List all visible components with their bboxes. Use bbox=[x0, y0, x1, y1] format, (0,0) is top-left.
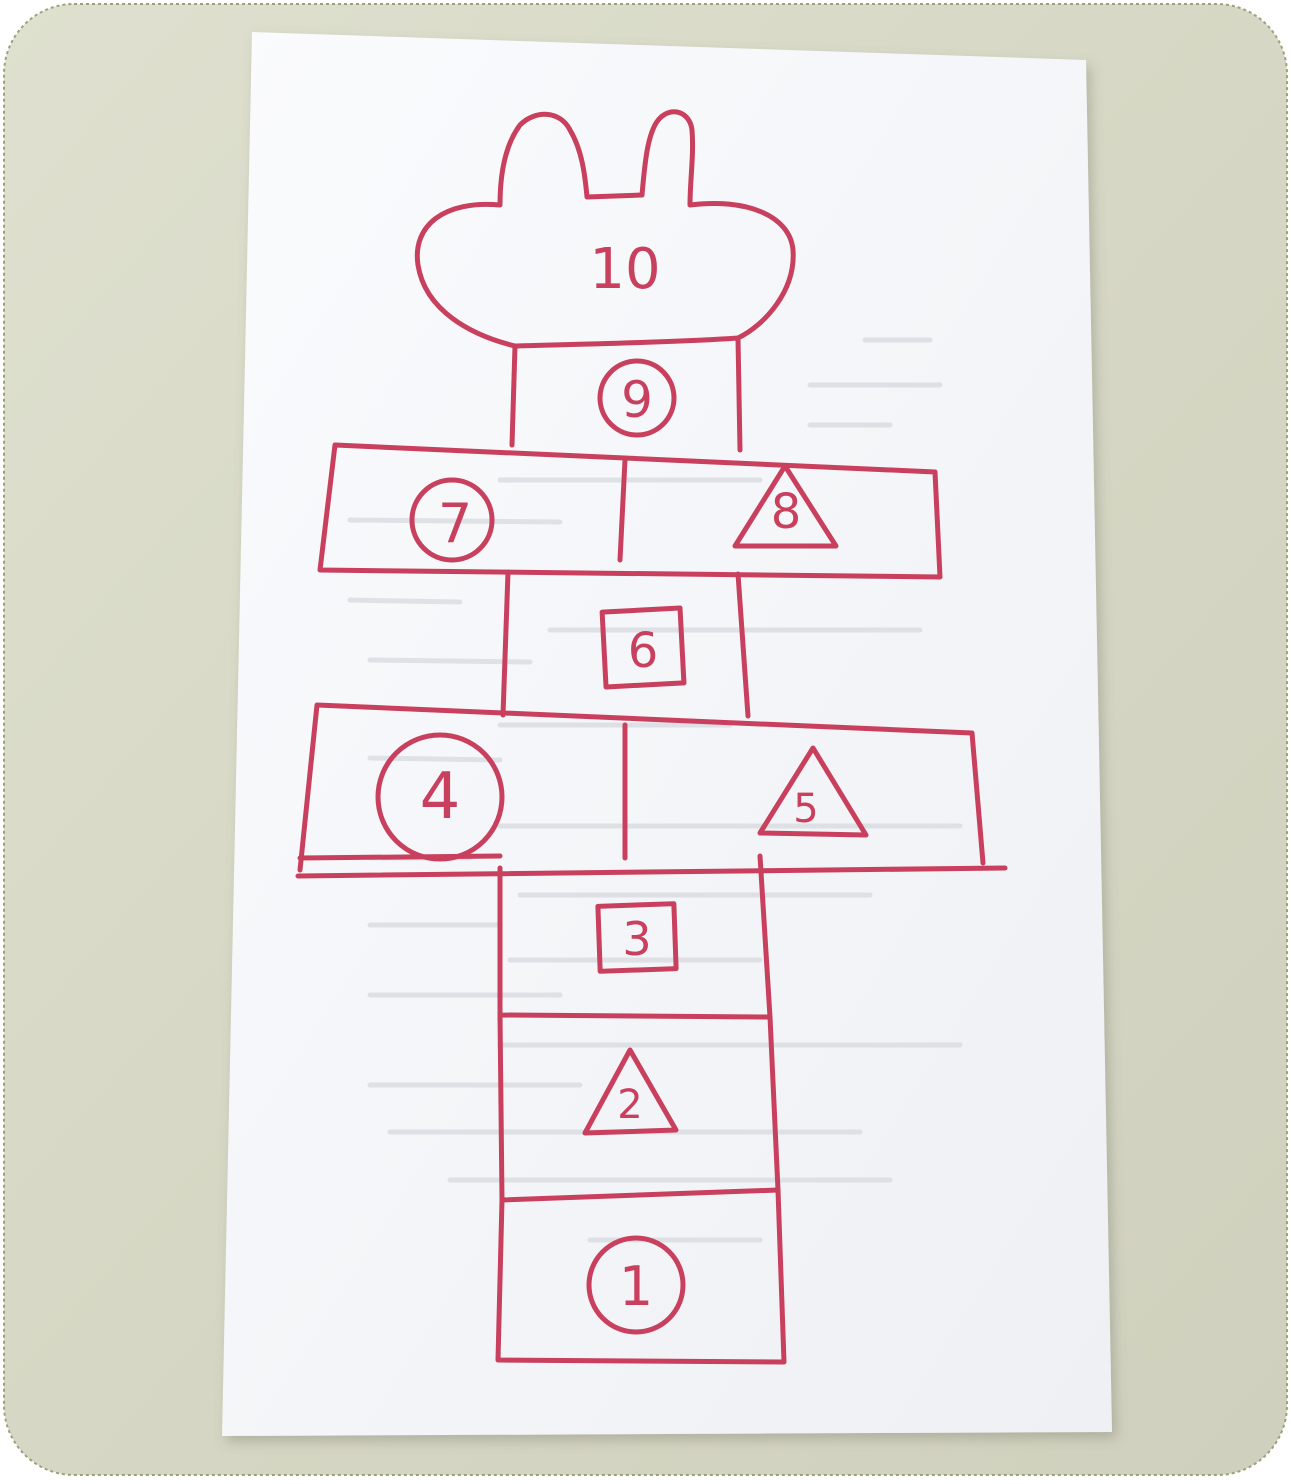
row-4-5-inner-line bbox=[300, 856, 500, 858]
cell-2-label: 2 bbox=[617, 1082, 643, 1128]
cell-10-label: 10 bbox=[589, 237, 661, 302]
paper-sheet bbox=[222, 32, 1112, 1436]
cell-1-label: 1 bbox=[618, 1255, 654, 1318]
cell-7-label: 7 bbox=[437, 492, 473, 555]
cell-5-label: 5 bbox=[793, 786, 819, 832]
cell-4-label: 4 bbox=[419, 760, 461, 834]
cell-6-label: 6 bbox=[627, 623, 659, 679]
cell-9-label: 9 bbox=[621, 371, 653, 429]
cell-8-label: 8 bbox=[770, 484, 802, 540]
cell-3-label: 3 bbox=[622, 912, 652, 966]
